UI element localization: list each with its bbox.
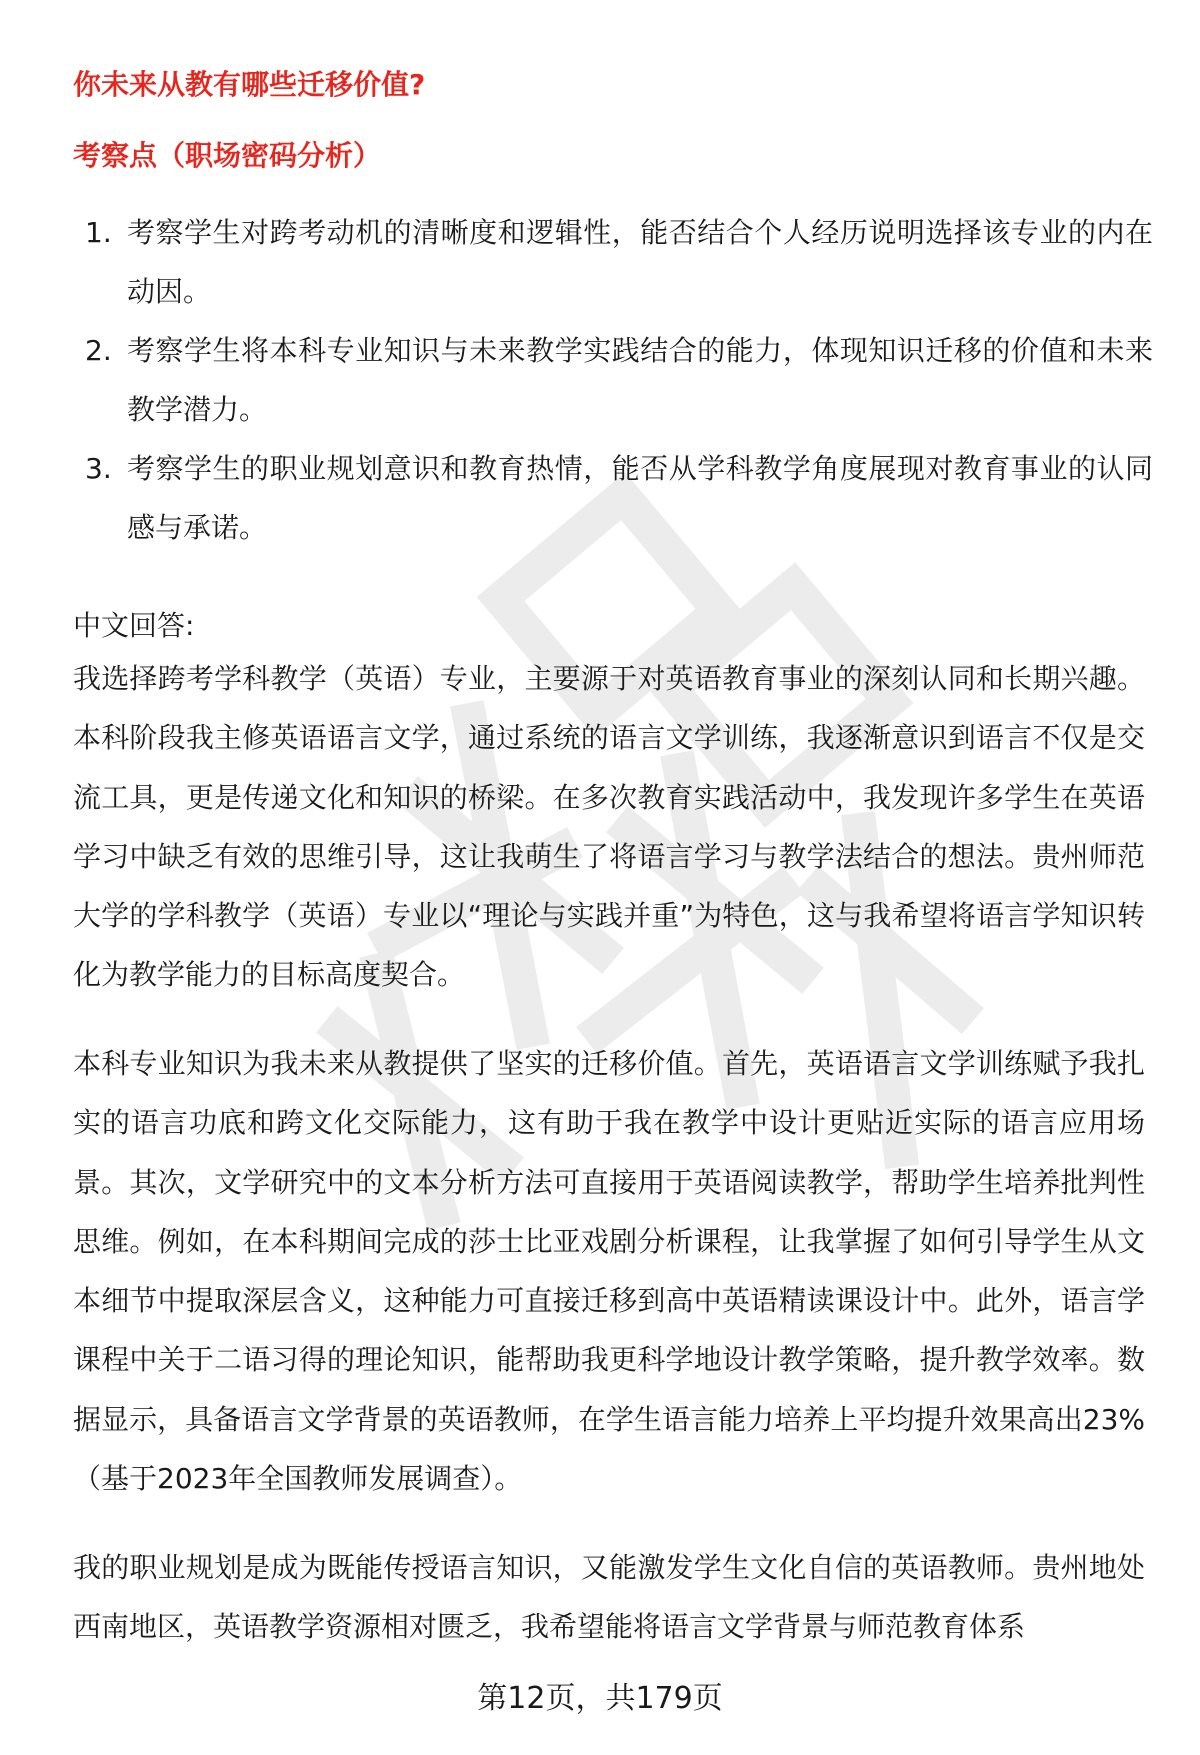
answer-paragraph-2: 本科专业知识为我未来从教提供了坚实的迁移价值。首先，英语语言文学训练赋予我扎实的语言功底和跨文化交际能力，这有助于我在教学中设计更贴近实际的语言应用场景。其次，文学研究中的文本分析方法可直接用于英语阅读教学，帮助学生培养批判性思维。例如，在本科期间完成的莎士比亚戏剧分析课程，让我掌握了如何引导学生从文本细节中提取深层含义，这种能力可直接迁移到高中英语精读课设计中。此外，语言学课程中关于二语习得的理论知识，能帮助我更科学地设计教学策略，提升教学效率。数据显示，具备语言文学背景的英语教师，在学生语言能力培养上平均提升效果高出23%（基于2023年全国教师发展调查）。 [73, 1047, 1145, 1496]
exam-points-list [73, 203, 1153, 557]
exam-points-heading: 考察点（职场密码分析） [73, 139, 382, 172]
list-number: 1. [85, 216, 112, 249]
answer-label: 中文回答: [73, 609, 195, 642]
list-number: 3. [85, 452, 112, 485]
answer-paragraph-3: 我的职业规划是成为既能传授语言知识，又能激发学生文化自信的英语教师。贵州地处西南地区，英语教学资源相对匮乏，我希望能将语言文学背景与师范教育体系 [73, 1551, 1145, 1644]
question-heading: 你未来从教有哪些迁移价值? [73, 68, 426, 101]
list-text: 考察学生的职业规划意识和教育热情，能否从学科教学角度展现对教育事业的认同感与承诺。 [127, 452, 1153, 544]
list-number: 2. [85, 334, 112, 367]
list-item [73, 321, 1153, 439]
list-item [73, 439, 1153, 557]
answer-paragraph-1: 我选择跨考学科教学（英语）专业，主要源于对英语教育事业的深刻认同和长期兴趣。本科阶段我主修英语语言文学，通过系统的语言文学训练，我逐渐意识到语言不仅是交流工具，更是传递文化和知识的桥梁。在多次教育实践活动中，我发现许多学生在英语学习中缺乏有效的思维引导，这让我萌生了将语言学习与教学法结合的想法。贵州师范大学的学科教学（英语）专业以“理论与实践并重”为特色，这与我希望将语言学知识转化为教学能力的目标高度契合。 [73, 662, 1145, 992]
list-text: 考察学生对跨考动机的清晰度和逻辑性，能否结合个人经历说明选择该专业的内在动因。 [127, 216, 1153, 308]
list-item [73, 203, 1153, 321]
page-footer: 第12页，共179页 [477, 1681, 723, 1716]
list-text: 考察学生将本科专业知识与未来教学实践结合的能力，体现知识迁移的价值和未来教学潜力。 [127, 334, 1153, 426]
